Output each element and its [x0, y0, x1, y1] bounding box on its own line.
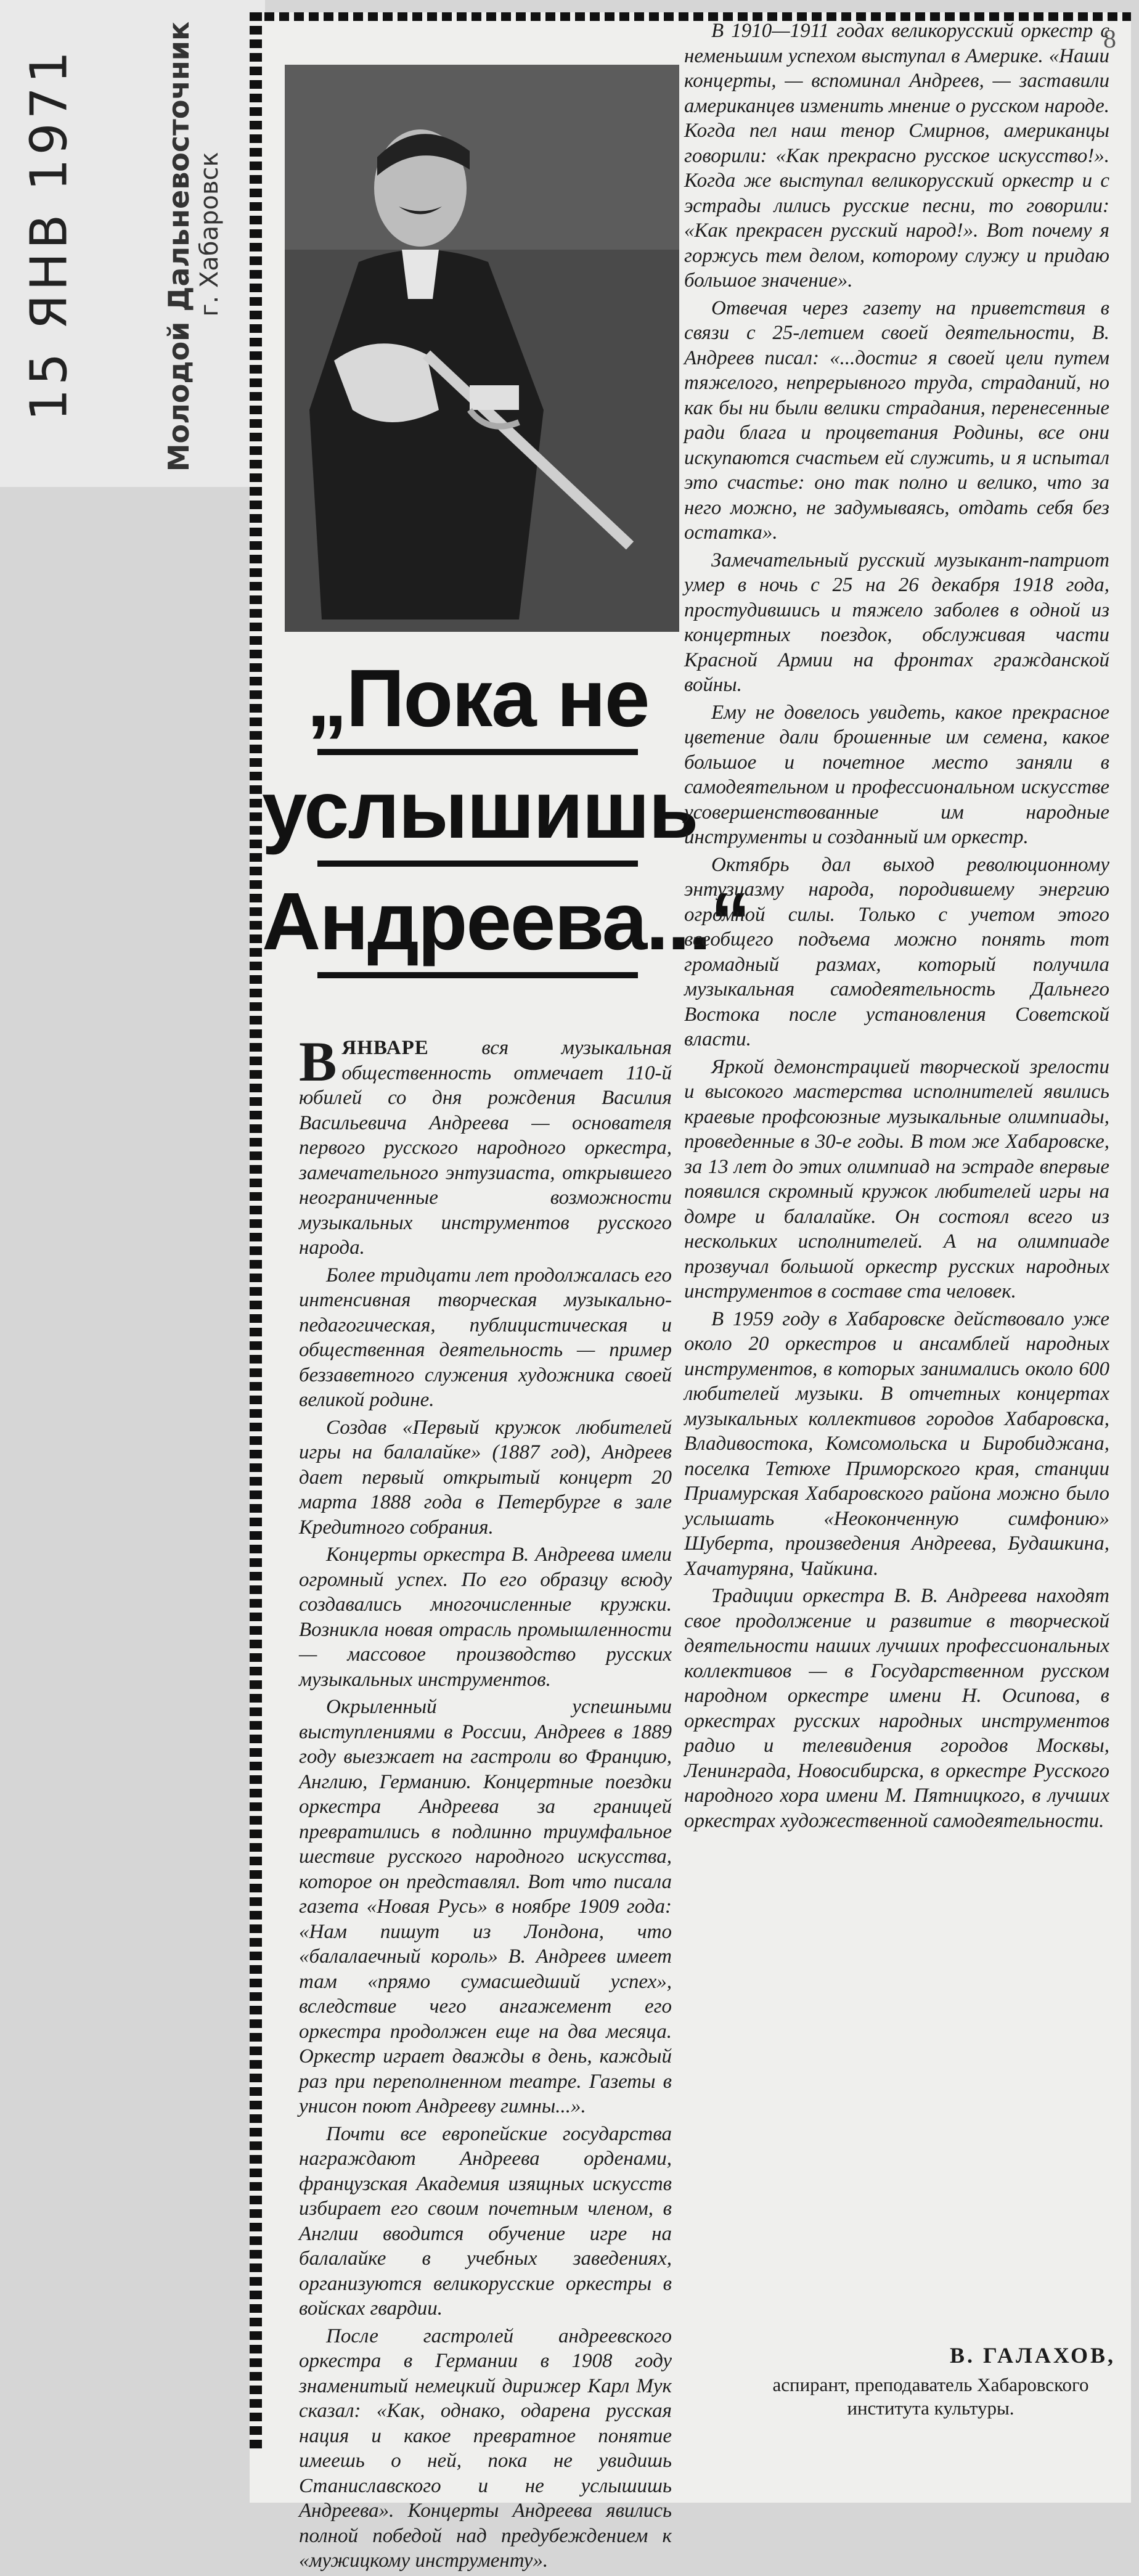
portrait-photo: [285, 65, 679, 632]
headline-underline-2: [317, 861, 638, 867]
headline-line-3: Андреева...“: [262, 876, 750, 967]
headline-underline-3: [317, 972, 638, 978]
dropcap-letter: В: [299, 1030, 337, 1093]
article-paragraph: После гастролей андреевского оркестра в Германии в 1908 году знаменитый немецкий дирижер Карл Мук сказал: «Как, однако, одарена русская нация и какое превратное понятие имеешь о ней, пока не увидишь Станиславского и не услышишь Андреева». Концерты Андреева явились полной победой над предубеждением к «мужицкому инструменту».: [299, 2325, 672, 2572]
stamp-city: [185, 49, 234, 419]
article-column-right: [684, 18, 1109, 1836]
article-paragraph: Концерты оркестра В. Андреева имели огромный успех. По его образцу всюду создавались многочисленные кружки. Возникла новая отрасль промышленности — массовое производство русских музыкальных инструментов.: [299, 1544, 672, 1691]
headline-underline-1: [317, 749, 638, 755]
article-paragraph: В 1959 году в Хабаровске действовало уже около 20 оркестров и ансамблей народных инструментов, в которых занимались около 600 любителей музыки. В отчетных концертах музыкальных коллективов городов Хабаровска, Владивостока, Комсомольска и Биробиджана, поселка Тетюхе Приморского края, станции Приамурская Хабаровского района можно было услышать «Неоконченную симфонию» Шуберта, произведения Андреева, Будашкина, Хачатуряна, Чайкина.: [684, 1307, 1109, 1580]
lead-text: вся музыкальная общественность отмечает 110-й юбилей со дня рождения Василия Васильевича Андреева — основателя первого русского народного оркестра, замечательного энтузиаста, открывшего неограниченные возможности музыкальных инструментов русского народа.: [299, 1037, 672, 1259]
article-paragraph: Замечательный русский музыкант-патриот умер в ночь с 25 на 26 декабря 1918 года, простудившись и тяжело заболев в одной из концертных поездок, обслуживая части Красной Армии на фронтах гражданской войны.: [684, 549, 1109, 696]
article-column-left: [299, 1030, 672, 2576]
lead-caps: ЯНВАРЕ: [341, 1037, 429, 1059]
headline-line-1: „Пока не: [306, 653, 649, 743]
lead-paragraph: [299, 1030, 672, 1261]
archive-stamp-area: [0, 0, 265, 487]
stamp-newspaper-text: Молодой Дальневосточник: [162, 21, 195, 472]
article-paragraph: Октябрь дал выход революционному энтузиазму народа, породившему энергию огромной силы. Только с учетом этого всеобщего подъема можно понять тот громадный размах, который получила музыкальная самодеятельность Дальнего Востока после установления Советской власти.: [684, 853, 1109, 1050]
portrait-image: [285, 65, 679, 632]
article-paragraph: Ему не довелось увидеть, какое прекрасное цветение дали брошенные им семена, какое большое и почетное место заняли в самодеятельном и профессиональном искусстве усовершенствованные им народные инструменты и созданный им оркестр.: [684, 701, 1109, 848]
corner-mark: 8: [1103, 25, 1116, 54]
stamp-city-text: г. Хабаровск: [195, 152, 224, 317]
headline: [262, 647, 750, 982]
stamp-date: [12, 47, 86, 422]
article-paragraph: Создав «Первый кружок любителей игры на балалайке» (1887 год), Андреев дает первый открытый концерт 20 марта 1888 года в Петербурге в зале Кредитного собрания.: [299, 1416, 672, 1539]
author-name: В. ГАЛАХОВ,: [950, 2343, 1116, 2368]
article-paragraph: В 1910—1911 годах великорусский оркестр с неменьшим успехом выступал в Америке. «Наши концерты, — вспоминал Андреев, — заставили американцев изменить мнение о русском народе. Когда пел наш тенор Смирнов, американцы говорили: «Как прекрасно русское искусство!». Когда же выступал великорусский оркестр и с эстрады лились русские песни, то говорили: «Как прекрасен русский народ!». Вот почему я горжусь тем делом, которому служу и придаю большое значение».: [684, 20, 1109, 292]
stamp-date-text: 15 ЯНВ 1971: [20, 47, 79, 422]
byline: [746, 2342, 1116, 2420]
clipping-left-border: [250, 12, 262, 2453]
article-paragraph: Более тридцати лет продолжалась его интенсивная творческая музыкально-педагогическая, публицистическая и общественная деятельность — пример беззаветного служения художника своей великой родине.: [299, 1264, 672, 1411]
article-paragraph: Яркой демонстрацией творческой зрелости и высокого мастерства исполнителей явились краевые профсоюзные музыкальные олимпиады, проведенные в 30-е годы. В том же Хабаровске, за 13 лет до этих олимпиад на эстраде впервые появился скромный кружок любителей игры на домре и балалайке. Он состоял всего из нескольких исполнителей. А на олимпиаде прозвучал большой оркестр русских народных инструментов в составе ста человек.: [684, 1055, 1109, 1302]
article-paragraph: Окрыленный успешными выступлениями в России, Андреев в 1889 году выезжает на гастроли во Францию, Англию, Германию. Концертные поездки оркестра Андреева за границей превратились в подлинно триумфальное шествие русского народного искусства, которое он представлял. Вот что писала газета «Новая Русь» в ноябре 1909 года: «Нам пишут из Лондона, что «балалаечный король» В. Андреев имеет там «прямо сумасшедший успех», вследствие чего ангажемент его оркестра продолжен еще на два месяца. Оркестр играет дважды в день, каждый раз при переполненном театре. Газеты в унисон поют Андрееву гимны...».: [299, 1696, 672, 2117]
author-role: аспирант, преподаватель Хабаровского института культуры.: [772, 2374, 1089, 2419]
article-paragraph: Отвечая через газету на приветствия в связи с 25-летием своей деятельности, В. Андреев писал: «...достиг я своей цели путем тяжелого, непрерывного труда, страданий, но как бы ни были велики страдания, перенесенные ради блага и процветания Родины, все они искупаются счастьем ей служить, и я испытал это счастье: оно так полно и велико, что за него можно, не задумываясь, отдать себя без остатка».: [684, 296, 1109, 544]
article-paragraph: Почти все европейские государства награждают Андреева орденами, французская Академия изящных искусств избирает его своим почетным членом, в Англии вводится обучение игре на балалайке в учебных заведениях, организуются великорусские оркестры в войсках гвардии.: [299, 2122, 672, 2320]
article-paragraph: Традиции оркестра В. В. Андреева находят свое продолжение и развитие в творческой деятельности наших лучших профессиональных коллективов — в Государственном русском народном оркестре имени Н. Осипова, в оркестрах русских народных инструментов радио и телевидения городов Москвы, Ленинграда, Новосибирска, в оркестре Русского народного хора имени М. Пятницкого, в лучших оркестрах художественной самодеятельности.: [684, 1585, 1109, 1832]
headline-line-2: услышишь: [262, 764, 698, 855]
